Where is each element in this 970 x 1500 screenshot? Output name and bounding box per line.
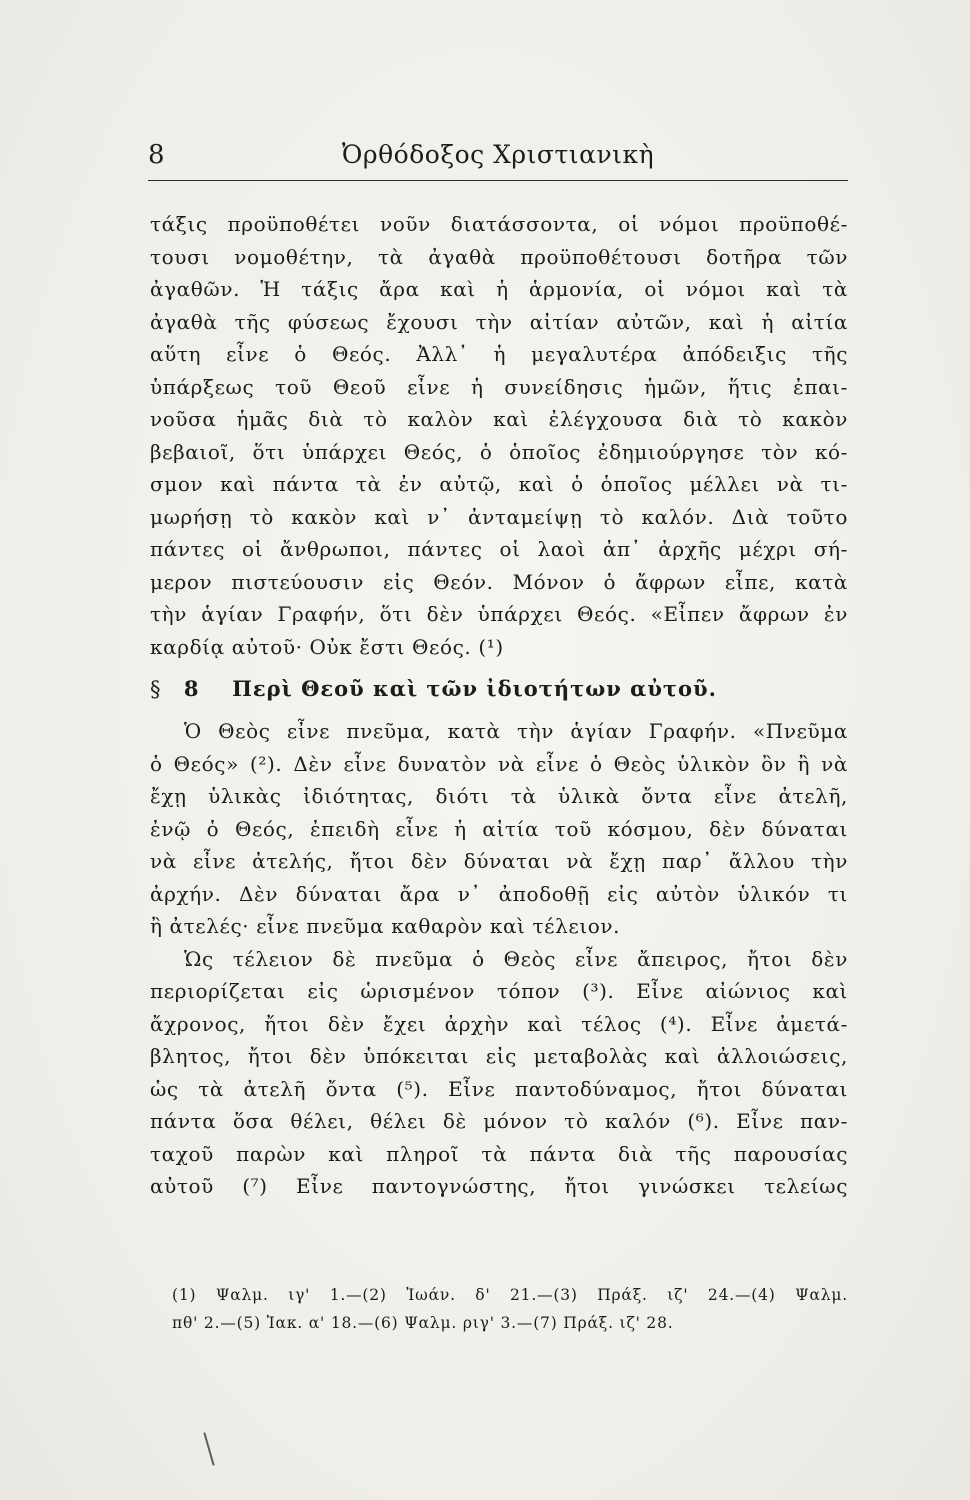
text-line: ἀρχήν. Δὲν δύναται ἄρα ν᾽ ἀποδοθῇ εἰς αὐτὸν ὑλικόν τι [150,881,848,906]
section-number: 8 [183,676,200,701]
ink-mark [203,1432,214,1465]
section-heading [150,663,848,715]
text-line: αὐτοῦ (⁷) Εἶνε παντογνώστης, ἤτοι γινώσκει τελείως [150,1174,848,1198]
text-line: βεβαιοῖ, ὅτι ὑπάρχει Θεός, ὁ ὁποῖος ἐδημιούργησε τὸν κό- [150,439,848,464]
text-line: μερον πιστεύουσιν εἰς Θεόν. Μόνον ὁ ἄφρων εἶπε, κατὰ [150,569,848,594]
text-line: ἔχῃ ὑλικὰς ἰδιότητας, διότι τὰ ὑλικὰ ὄντα εἶνε ἀτελῆ, [150,784,848,808]
text-line: ἢ ἀτελές· εἶνε πνεῦμα καθαρὸν καὶ τέλειον. [150,914,621,938]
text-line: τὴν ἁγίαν Γραφήν, ὅτι δὲν ὑπάρχει Θεός. «Εἶπεν ἄφρων ἐν [150,602,848,626]
text-line: περιορίζεται εἰς ὡρισμένον τόπον (³). Εἶνε αἰώνιος καὶ [150,979,848,1003]
text-line: ὡς τὰ ἀτελῆ ὄντα (⁵). Εἶνε παντοδύναμος, ἤτοι δύναται [150,1076,848,1101]
section-title: Περὶ Θεοῦ καὶ τῶν ἰδιοτήτων αὐτοῦ. [232,676,717,701]
text-line: ἀγαθῶν. Ἡ τάξις ἄρα καὶ ἡ ἁρμονία, οἱ νόμοι καὶ τὰ [150,277,848,301]
footnote-line: (1) Ψαλμ. ιγ' 1.—(2) Ἰωάν. δ' 21.—(3) Πράξ. ιζ' 24.—(4) Ψαλμ. [172,1286,848,1304]
paragraph-1 [150,208,848,663]
text-line: Ὡς τέλειον δὲ πνεῦμα ὁ Θεὸς εἶνε ἄπειρος, ἤτοι δὲν [184,946,848,971]
text-line: ταχοῦ παρὼν καὶ πληροῖ τὰ πάντα διὰ τῆς παρουσίας [150,1141,848,1166]
text-line: ὁ Θεός» (²). Δὲν εἶνε δυνατὸν νὰ εἶνε ὁ Θεὸς ὑλικὸν ὂν ἢ νὰ [150,751,848,776]
text-line: μωρήσῃ τὸ κακὸν καὶ ν᾽ ἀνταμείψῃ τὸ καλόν. Διὰ τοῦτο [150,504,848,529]
text-line: καρδίᾳ αὐτοῦ· Οὐκ ἔστι Θεός. (¹) [150,634,504,659]
text-line: τουσι νομοθέτην, τὰ ἀγαθὰ προϋποθέτουσι δοτῆρα τῶν [150,244,848,269]
paragraph-3 [150,943,848,1203]
text-line: βλητος, ἤτοι δὲν ὑπόκειται εἰς μεταβολὰς καὶ ἀλλοιώσεις, [150,1044,848,1068]
text-line: νὰ εἶνε ἀτελής, ἤτοι δὲν δύναται νὰ ἔχῃ παρ᾽ ἄλλου τὴν [150,849,848,873]
section-symbol: § [150,677,162,701]
text-line: αὕτη εἶνε ὁ Θεός. Ἀλλ᾽ ἡ μεγαλυτέρα ἀπόδειξις τῆς [150,342,848,366]
body-text [150,208,848,1203]
text-line: ὑπάρξεως τοῦ Θεοῦ εἶνε ἡ συνείδησις ἡμῶν, ἥτις ἐπαι- [150,374,848,399]
header-rule [148,180,848,181]
text-line: Ὁ Θεὸς εἶνε πνεῦμα, κατὰ τὴν ἁγίαν Γραφήν. «Πνεῦμα [184,719,848,743]
text-line: ἀγαθὰ τῆς φύσεως ἔχουσι τὴν αἰτίαν αὐτῶν, καὶ ἡ αἰτία [150,309,848,334]
text-line: σμον καὶ πάντα τὰ ἐν αὐτῷ, καὶ ὁ ὁποῖος μέλλει νὰ τι- [150,472,848,496]
page-header [148,140,848,180]
running-title: Ὀρθόδοξος Χριστιανικὴ [341,140,655,169]
text-line: πάντες οἱ ἄνθρωποι, πάντες οἱ λαοὶ ἀπ᾽ ἀρχῆς μέχρι σή- [150,537,848,561]
text-line: πάντα ὅσα θέλει, θέλει δὲ μόνον τὸ καλόν (⁶). Εἶνε παν- [150,1109,848,1133]
text-line: τάξις προϋποθέτει νοῦν διατάσσοντα, οἱ νόμοι προϋποθέ- [150,212,848,236]
footnotes [172,1281,848,1337]
text-line: νοῦσα ἡμᾶς διὰ τὸ καλὸν καὶ ἐλέγχουσα διὰ τὸ κακὸν [150,407,848,431]
text-line: ἐνῷ ὁ Θεός, ἐπειδὴ εἶνε ἡ αἰτία τοῦ κόσμου, δὲν δύναται [150,816,848,841]
text-line: ἄχρονος, ἤτοι δὲν ἔχει ἀρχὴν καὶ τέλος (⁴). Εἶνε ἀμετά- [150,1011,848,1036]
page-number: 8 [148,140,166,170]
footnote-line: πθ' 2.—(5) Ἰακ. α' 18.—(6) Ψαλμ. ριγ' 3.—(7) Πράξ. ιζ' 28. [172,1314,674,1332]
paragraph-2 [150,715,848,943]
